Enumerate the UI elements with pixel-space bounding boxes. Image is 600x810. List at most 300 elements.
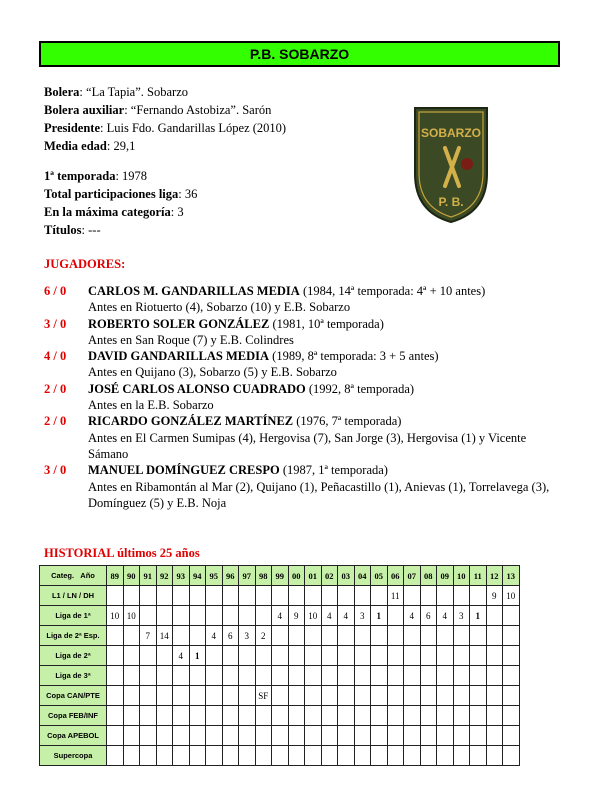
history-cell: 3 — [239, 626, 256, 646]
history-cell — [404, 586, 421, 606]
history-cell: 4 — [338, 606, 355, 626]
history-cell — [206, 666, 223, 686]
history-cell — [156, 686, 173, 706]
history-cell — [387, 606, 404, 626]
info-titulos: Títulos: --- — [44, 223, 101, 237]
history-cell — [123, 686, 140, 706]
history-cell — [206, 586, 223, 606]
history-cell — [140, 606, 157, 626]
history-cell — [173, 706, 190, 726]
history-cell — [123, 646, 140, 666]
history-cell: 4 — [437, 606, 454, 626]
history-cell — [107, 686, 124, 706]
history-cell — [206, 706, 223, 726]
history-cell: 9 — [486, 586, 503, 606]
history-row-label: Liga de 3ª — [40, 666, 107, 686]
history-cell — [338, 706, 355, 726]
history-cell — [239, 686, 256, 706]
history-cell — [272, 646, 289, 666]
history-cell — [189, 746, 206, 766]
history-cell — [288, 726, 305, 746]
history-cell — [371, 626, 388, 646]
history-row — [40, 686, 520, 706]
history-cell — [272, 586, 289, 606]
history-cell — [404, 726, 421, 746]
history-year-header: 05 — [371, 566, 388, 586]
player-entry — [44, 381, 564, 414]
history-cell — [255, 666, 272, 686]
history-cell — [437, 686, 454, 706]
history-year-header: 13 — [503, 566, 520, 586]
history-year-header: 08 — [420, 566, 437, 586]
history-row-label: Copa FEB/INF — [40, 706, 107, 726]
history-cell: 7 — [140, 626, 157, 646]
history-cell — [288, 666, 305, 686]
history-cell: 11 — [387, 586, 404, 606]
history-cell — [437, 646, 454, 666]
history-year-header: 91 — [140, 566, 157, 586]
history-cell — [189, 706, 206, 726]
history-cell — [437, 746, 454, 766]
player-entry — [44, 462, 564, 511]
history-cell — [453, 746, 470, 766]
history-cell — [470, 586, 487, 606]
history-cell — [123, 666, 140, 686]
history-cell — [156, 646, 173, 666]
player-detail: (1981, 10ª temporada) — [269, 316, 384, 331]
player-note: Antes en Quijano (3), Sobarzo (5) y E.B. Sobarzo — [88, 365, 337, 380]
history-cell — [288, 586, 305, 606]
history-cell — [239, 586, 256, 606]
info-bolera: Bolera: “La Tapia”. Sobarzo — [44, 85, 188, 99]
history-row-label: Liga de 2ª Esp. — [40, 626, 107, 646]
history-cell: 10 — [305, 606, 322, 626]
history-cell — [173, 606, 190, 626]
history-cell — [156, 586, 173, 606]
history-cell — [503, 706, 520, 726]
history-cell — [272, 626, 289, 646]
player-entry — [44, 348, 564, 381]
history-cell — [140, 726, 157, 746]
history-cell — [206, 686, 223, 706]
history-cell — [437, 666, 454, 686]
history-row — [40, 726, 520, 746]
history-year-header: 99 — [272, 566, 289, 586]
history-cell — [305, 586, 322, 606]
history-cell — [470, 746, 487, 766]
history-row — [40, 586, 520, 606]
history-cell — [371, 706, 388, 726]
history-cell — [387, 646, 404, 666]
history-year-header: 06 — [387, 566, 404, 586]
history-cell — [140, 646, 157, 666]
history-cell — [338, 686, 355, 706]
player-entry — [44, 413, 564, 462]
history-cell: 14 — [156, 626, 173, 646]
player-detail: (1989, 8ª temporada: 3 + 5 antes) — [269, 349, 439, 364]
history-cell — [123, 586, 140, 606]
history-cell — [338, 726, 355, 746]
history-cell — [354, 626, 371, 646]
history-cell — [272, 746, 289, 766]
history-cell: 1 — [470, 606, 487, 626]
history-cell — [404, 646, 421, 666]
history-cell — [272, 706, 289, 726]
player-detail: (1987, 1ª temporada) — [279, 463, 388, 478]
history-cell — [470, 646, 487, 666]
history-cell — [437, 586, 454, 606]
history-cell — [404, 746, 421, 766]
history-cell — [354, 646, 371, 666]
player-score: 3 / 0 — [44, 463, 67, 478]
history-cell — [156, 726, 173, 746]
history-cell — [321, 586, 338, 606]
history-cell — [486, 686, 503, 706]
player-name: ROBERTO SOLER GONZÁLEZ — [88, 316, 270, 331]
history-cell — [239, 726, 256, 746]
player-name: RICARDO GONZÁLEZ MARTÍNEZ — [88, 414, 294, 429]
history-year-header: 11 — [470, 566, 487, 586]
history-row-label: Liga de 2ª — [40, 646, 107, 666]
player-detail: (1984, 14ª temporada: 4ª + 10 antes) — [299, 284, 486, 298]
player-note: Antes en la E.B. Sobarzo — [88, 398, 214, 413]
history-cell — [189, 626, 206, 646]
history-cell — [156, 666, 173, 686]
history-category-header: Categ. Año — [40, 566, 107, 586]
history-cell — [453, 686, 470, 706]
history-cell — [173, 746, 190, 766]
history-cell — [420, 726, 437, 746]
player-entry — [44, 316, 564, 349]
history-cell — [470, 686, 487, 706]
history-cell — [486, 626, 503, 646]
history-cell — [321, 646, 338, 666]
history-cell — [486, 666, 503, 686]
history-cell — [189, 666, 206, 686]
history-cell — [140, 586, 157, 606]
player-score: 4 / 0 — [44, 349, 67, 364]
history-cell — [222, 666, 239, 686]
history-year-header: 92 — [156, 566, 173, 586]
history-cell — [470, 706, 487, 726]
history-cell — [404, 626, 421, 646]
history-cell — [453, 666, 470, 686]
history-year-header: 09 — [437, 566, 454, 586]
history-row-label: Copa CAN/PTE — [40, 686, 107, 706]
history-cell — [486, 606, 503, 626]
history-cell — [371, 646, 388, 666]
history-cell — [255, 606, 272, 626]
history-cell — [503, 606, 520, 626]
history-cell — [354, 686, 371, 706]
history-year-header: 93 — [173, 566, 190, 586]
history-cell — [470, 666, 487, 686]
player-name: CARLOS M. GANDARILLAS MEDIA — [88, 284, 300, 298]
history-cell: 4 — [404, 606, 421, 626]
history-cell — [338, 626, 355, 646]
history-cell — [255, 586, 272, 606]
history-row-label: Liga de 1ª — [40, 606, 107, 626]
history-year-header: 94 — [189, 566, 206, 586]
history-cell — [288, 706, 305, 726]
history-year-header: 12 — [486, 566, 503, 586]
history-cell — [371, 666, 388, 686]
history-cell — [173, 626, 190, 646]
history-cell — [189, 686, 206, 706]
history-cell — [239, 746, 256, 766]
history-cell — [189, 726, 206, 746]
history-cell: 6 — [222, 626, 239, 646]
history-cell — [453, 626, 470, 646]
history-cell — [305, 706, 322, 726]
history-cell — [503, 666, 520, 686]
history-cell — [123, 746, 140, 766]
history-cell — [305, 626, 322, 646]
history-cell — [305, 726, 322, 746]
history-cell — [321, 726, 338, 746]
history-year-header: 10 — [453, 566, 470, 586]
history-cell — [123, 626, 140, 646]
history-cell: 4 — [206, 626, 223, 646]
history-cell: 3 — [453, 606, 470, 626]
history-cell — [140, 706, 157, 726]
history-cell: 4 — [321, 606, 338, 626]
history-cell: 4 — [173, 646, 190, 666]
player-score: 6 / 0 — [44, 284, 67, 298]
history-cell — [503, 726, 520, 746]
history-cell — [354, 726, 371, 746]
history-cell — [503, 646, 520, 666]
info-participaciones: Total participaciones liga: 36 — [44, 187, 198, 201]
history-cell — [173, 686, 190, 706]
history-cell — [272, 726, 289, 746]
history-cell — [288, 746, 305, 766]
history-cell — [486, 646, 503, 666]
player-detail: (1992, 8ª temporada) — [305, 381, 415, 396]
history-cell — [338, 666, 355, 686]
history-cell — [272, 666, 289, 686]
history-cell — [222, 686, 239, 706]
history-cell — [486, 746, 503, 766]
history-cell: 1 — [371, 606, 388, 626]
history-year-header: 95 — [206, 566, 223, 586]
history-cell: 10 — [123, 606, 140, 626]
history-cell — [156, 706, 173, 726]
history-year-header: 01 — [305, 566, 322, 586]
player-note: Antes en El Carmen Sumipas (4), Hergovisa (7), San Jorge (3), Hergovisa (1) y Vicente Sámano — [88, 430, 527, 461]
history-cell — [239, 666, 256, 686]
history-year-header: 07 — [404, 566, 421, 586]
history-cell — [387, 666, 404, 686]
history-cell — [239, 706, 256, 726]
history-cell — [123, 726, 140, 746]
player-name: MANUEL DOMÍNGUEZ CRESPO — [88, 463, 280, 478]
history-cell — [371, 726, 388, 746]
history-cell — [222, 586, 239, 606]
history-cell — [470, 726, 487, 746]
history-year-header: 97 — [239, 566, 256, 586]
history-cell — [503, 686, 520, 706]
history-year-header: 90 — [123, 566, 140, 586]
history-row — [40, 746, 520, 766]
history-cell — [420, 646, 437, 666]
history-cell — [321, 746, 338, 766]
history-year-header: 89 — [107, 566, 124, 586]
history-cell — [420, 666, 437, 686]
history-row — [40, 666, 520, 686]
history-cell — [354, 666, 371, 686]
info-bolera-auxiliar: Bolera auxiliar: “Fernando Astobiza”. Sarón — [44, 103, 272, 117]
history-cell — [387, 726, 404, 746]
history-row — [40, 606, 520, 626]
history-cell — [305, 746, 322, 766]
history-row — [40, 706, 520, 726]
history-cell: 1 — [189, 646, 206, 666]
history-cell — [404, 706, 421, 726]
history-cell — [338, 586, 355, 606]
history-cell: 6 — [420, 606, 437, 626]
history-cell — [321, 666, 338, 686]
player-detail: (1976, 7ª temporada) — [293, 414, 402, 429]
history-cell — [288, 626, 305, 646]
history-cell — [420, 686, 437, 706]
history-cell — [453, 706, 470, 726]
history-cell — [288, 686, 305, 706]
history-cell — [305, 686, 322, 706]
history-cell — [420, 746, 437, 766]
history-cell — [387, 686, 404, 706]
history-cell — [437, 626, 454, 646]
history-cell — [107, 586, 124, 606]
info-maxima-categoria: En la máxima categoría: 3 — [44, 205, 184, 219]
history-year-header: 98 — [255, 566, 272, 586]
history-cell — [486, 726, 503, 746]
history-cell — [206, 746, 223, 766]
history-cell — [486, 706, 503, 726]
history-cell: SF — [255, 686, 272, 706]
history-cell — [140, 746, 157, 766]
history-cell — [255, 726, 272, 746]
history-row-label: Copa APEBOL — [40, 726, 107, 746]
history-row-label: Supercopa — [40, 746, 107, 766]
history-cell — [420, 626, 437, 646]
history-cell: 2 — [255, 626, 272, 646]
history-cell — [371, 586, 388, 606]
player-score: 2 / 0 — [44, 414, 67, 429]
history-cell — [107, 646, 124, 666]
history-cell — [173, 586, 190, 606]
history-cell — [173, 726, 190, 746]
history-year-header: 96 — [222, 566, 239, 586]
history-cell — [107, 666, 124, 686]
history-cell: 10 — [503, 586, 520, 606]
history-cell: 10 — [107, 606, 124, 626]
history-cell: 9 — [288, 606, 305, 626]
history-year-header: 00 — [288, 566, 305, 586]
crest-bottom-text: P. B. — [438, 195, 464, 209]
history-cell — [437, 706, 454, 726]
history-cell — [305, 646, 322, 666]
history-cell — [371, 686, 388, 706]
history-header-row — [40, 566, 520, 586]
history-cell — [222, 726, 239, 746]
history-cell — [387, 746, 404, 766]
history-cell — [470, 626, 487, 646]
history-cell — [387, 626, 404, 646]
info-presidente: Presidente: Luis Fdo. Gandarillas López (2010) — [44, 121, 287, 135]
history-cell — [189, 586, 206, 606]
history-cell — [156, 746, 173, 766]
history-cell — [321, 686, 338, 706]
history-cell — [255, 646, 272, 666]
history-cell — [354, 586, 371, 606]
history-cell — [272, 686, 289, 706]
history-cell — [288, 646, 305, 666]
history-cell: 3 — [354, 606, 371, 626]
player-name: JOSÉ CARLOS ALONSO CUADRADO — [88, 381, 306, 396]
history-cell — [222, 706, 239, 726]
player-entry — [44, 283, 564, 316]
player-note: Antes en Ribamontán al Mar (2), Quijano (1), Peñacastillo (1), Anievas (1), Torrelavega (3), Domínguez (5) y E.B. Noja — [88, 479, 550, 510]
history-cell — [338, 746, 355, 766]
players-list — [44, 283, 564, 511]
players-heading: JUGADORES: — [44, 257, 126, 271]
history-cell — [305, 666, 322, 686]
history-cell — [222, 606, 239, 626]
history-cell — [239, 646, 256, 666]
club-crest-logo — [411, 104, 491, 224]
history-cell — [156, 606, 173, 626]
info-media-edad: Media edad: 29,1 — [44, 139, 136, 153]
history-cell — [107, 746, 124, 766]
info-primera-temporada: 1ª temporada: 1978 — [44, 169, 148, 183]
history-cell — [107, 626, 124, 646]
history-cell — [222, 746, 239, 766]
history-cell — [387, 706, 404, 726]
history-cell — [453, 726, 470, 746]
player-note: Antes en Riotuerto (4), Sobarzo (10) y E.B. Sobarzo — [88, 300, 351, 315]
player-score: 2 / 0 — [44, 381, 67, 396]
history-cell — [255, 706, 272, 726]
history-row-label: L1 / LN / DH — [40, 586, 107, 606]
history-cell — [222, 646, 239, 666]
history-cell — [437, 726, 454, 746]
history-cell — [503, 626, 520, 646]
history-cell — [206, 606, 223, 626]
history-table — [39, 565, 520, 766]
history-year-header: 04 — [354, 566, 371, 586]
history-cell — [354, 746, 371, 766]
history-cell — [321, 706, 338, 726]
history-cell — [404, 686, 421, 706]
history-cell — [173, 666, 190, 686]
history-cell — [255, 746, 272, 766]
history-cell — [140, 686, 157, 706]
history-cell — [140, 666, 157, 686]
history-cell — [123, 706, 140, 726]
history-cell — [189, 606, 206, 626]
club-title: P.B. SOBARZO — [39, 41, 560, 67]
player-note: Antes en San Roque (7) y E.B. Colindres — [88, 332, 294, 347]
history-cell — [503, 746, 520, 766]
history-year-header: 03 — [338, 566, 355, 586]
history-year-header: 02 — [321, 566, 338, 586]
history-cell — [206, 646, 223, 666]
player-name: DAVID GANDARILLAS MEDIA — [88, 349, 270, 364]
history-cell — [107, 706, 124, 726]
history-cell — [239, 606, 256, 626]
history-cell — [420, 586, 437, 606]
